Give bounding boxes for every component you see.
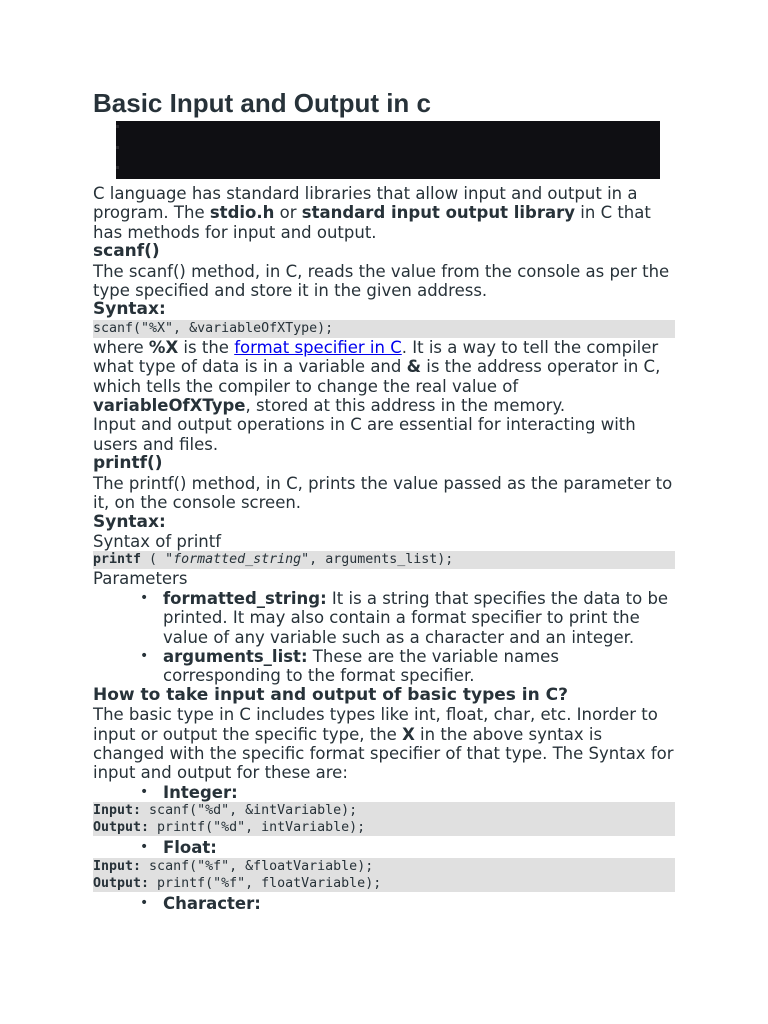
- printf-syntax-caption: Syntax of printf: [93, 531, 222, 551]
- io-note: Input and output operations in C are essential for interacting with users and files.: [93, 415, 636, 454]
- list-item: • formatted_string: It is a string that specifies the data to be printed. It may also contain a format specifier to print the value of any variable such as a character and an integer.: [163, 589, 675, 647]
- scanf-description: The scanf() method, in C, reads the value from the console as per the type specified and store it in the given address.: [93, 261, 670, 301]
- parameters-list: [93, 589, 675, 686]
- printf-heading: printf(): [93, 453, 163, 474]
- list-item: • arguments_list: These are the variable names corresponding to the format specifier.: [163, 647, 675, 686]
- basic-types-heading: How to take input and output of basic types in C?: [93, 684, 568, 705]
- ad-banner: [116, 121, 660, 179]
- printf-syntax-label: Syntax:: [93, 511, 166, 532]
- scanf-code-block: scanf("%X", &variableOfXType);: [93, 320, 675, 338]
- integer-code-block: Input: scanf("%d", &intVariable); Output: printf("%d", intVariable);: [93, 802, 675, 836]
- printf-description: The printf() method, in C, prints the value passed as the parameter to it, on the console screen.: [93, 473, 673, 513]
- scanf-syntax-label: Syntax:: [93, 299, 166, 320]
- basic-types-paragraph: The basic type in C includes types like int, float, char, etc. Inorder to input or output the specific type, the X in the above syntax is changed with the specific format specifier of that type. The Syntax for input and output for these are:: [93, 705, 674, 783]
- banner-dot: [116, 146, 119, 149]
- banner-dot: [116, 166, 119, 169]
- page-title: Basic Input and Output in c: [93, 88, 431, 118]
- list-item: • Float:: [163, 838, 675, 857]
- format-specifier-link[interactable]: format specifier in C: [234, 337, 402, 357]
- parameters-label: Parameters: [93, 569, 188, 589]
- float-list: [93, 838, 675, 857]
- scanf-heading: scanf(): [93, 241, 160, 262]
- float-code-block: Input: scanf("%f", &floatVariable); Output: printf("%f", floatVariable);: [93, 858, 675, 892]
- character-list: [93, 894, 675, 913]
- article: [93, 88, 675, 913]
- list-item: • Integer:: [163, 783, 675, 802]
- banner-dot: [116, 125, 119, 128]
- scanf-where-paragraph: where %X is the format specifier in C. It is a way to tell the compiler what type of data is in a variable and & is the address operator in C, which tells the compiler to change the real value of variableOfXType, stored at this address in the memory.: [93, 337, 661, 416]
- integer-list: [93, 783, 675, 802]
- list-item: • Character:: [163, 894, 675, 913]
- printf-code-block: printf ( "formatted_string", arguments_list);: [93, 551, 675, 569]
- intro-paragraph: C language has standard libraries that allow input and output in a program. The stdio.h or standard input output library in C that has methods for input and output.: [93, 184, 651, 242]
